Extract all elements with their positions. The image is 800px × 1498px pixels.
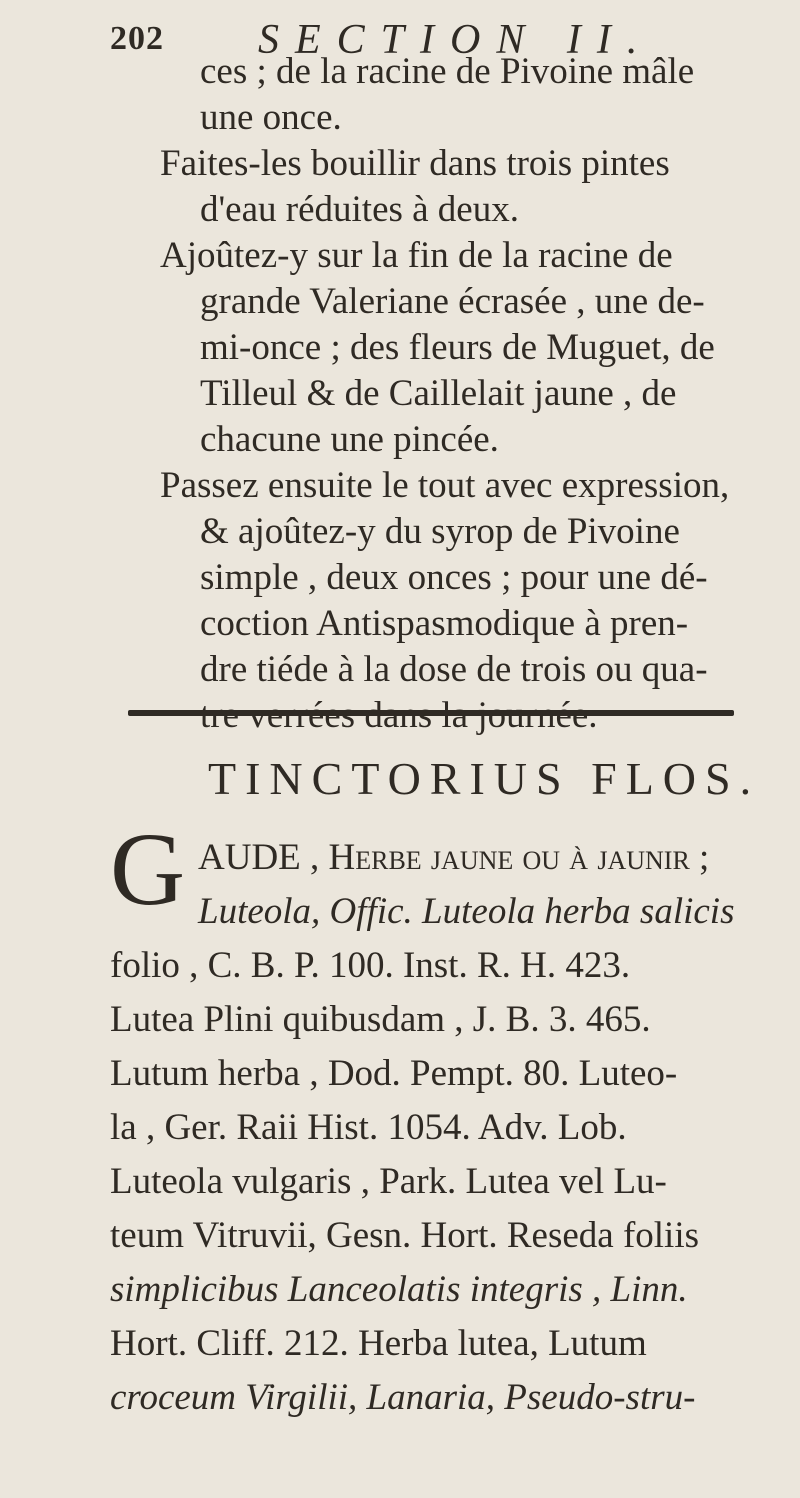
text-line: Lutea Plini quibusdam , J. B. 3. 465. [110,999,651,1040]
text-line: simple , deux onces ; pour une dé- [200,557,708,598]
section-divider [128,710,734,716]
text-line: grande Valeriane écrasée , une de- [200,281,705,322]
text-line: simplicibus Lanceolatis integris , Linn. [110,1269,688,1310]
text-line: Luteola, Offic. Luteola herba salicis [198,891,735,932]
text-line: Lutum herba , Dod. Pempt. 80. Luteo- [110,1053,678,1094]
text-line: & ajoûtez-y du syrop de Pivoine [200,511,680,552]
text-line: chacune une pincée. [200,419,499,460]
text-line: Tilleul & de Caillelait jaune , de [200,373,677,414]
text-line: Passez ensuite le tout avec expression, [160,465,730,506]
text-line: Faites-les bouillir dans trois pintes [160,143,670,184]
running-head: SECTION II. [258,17,654,63]
text-line: Ajoûtez-y sur la fin de la racine de [160,235,673,276]
text-line: d'eau réduites à deux. [200,189,519,230]
section-title: TINCTORIUS FLOS. [208,753,761,804]
text-line: Hort. Cliff. 212. Herba lutea, Lutum [110,1323,647,1364]
text-line: une once. [200,97,342,138]
page-number: 202 [110,20,164,57]
text-line: la , Ger. Raii Hist. 1054. Adv. Lob. [110,1107,627,1148]
text-line: croceum Virgilii, Lanaria, Pseudo-stru- [110,1377,696,1418]
text-line: coction Antispasmodique à pren- [200,603,689,644]
drop-capital: G [110,812,186,927]
text-line: mi-once ; des fleurs de Muguet, de [200,327,715,368]
text-line: ces ; de la racine de Pivoine mâle [200,51,695,92]
text-line: teum Vitruvii, Gesn. Hort. Reseda foliis [110,1215,700,1256]
text-line [200,694,598,738]
text-line: folio , C. B. P. 100. Inst. R. H. 423. [110,945,631,986]
text-line: AUDE , Herbe jaune ou à jaunir ; [198,837,710,878]
text-line: Luteola vulgaris , Park. Lutea vel Lu- [110,1161,667,1202]
text-line: dre tiéde à la dose de trois ou qua- [200,649,708,690]
